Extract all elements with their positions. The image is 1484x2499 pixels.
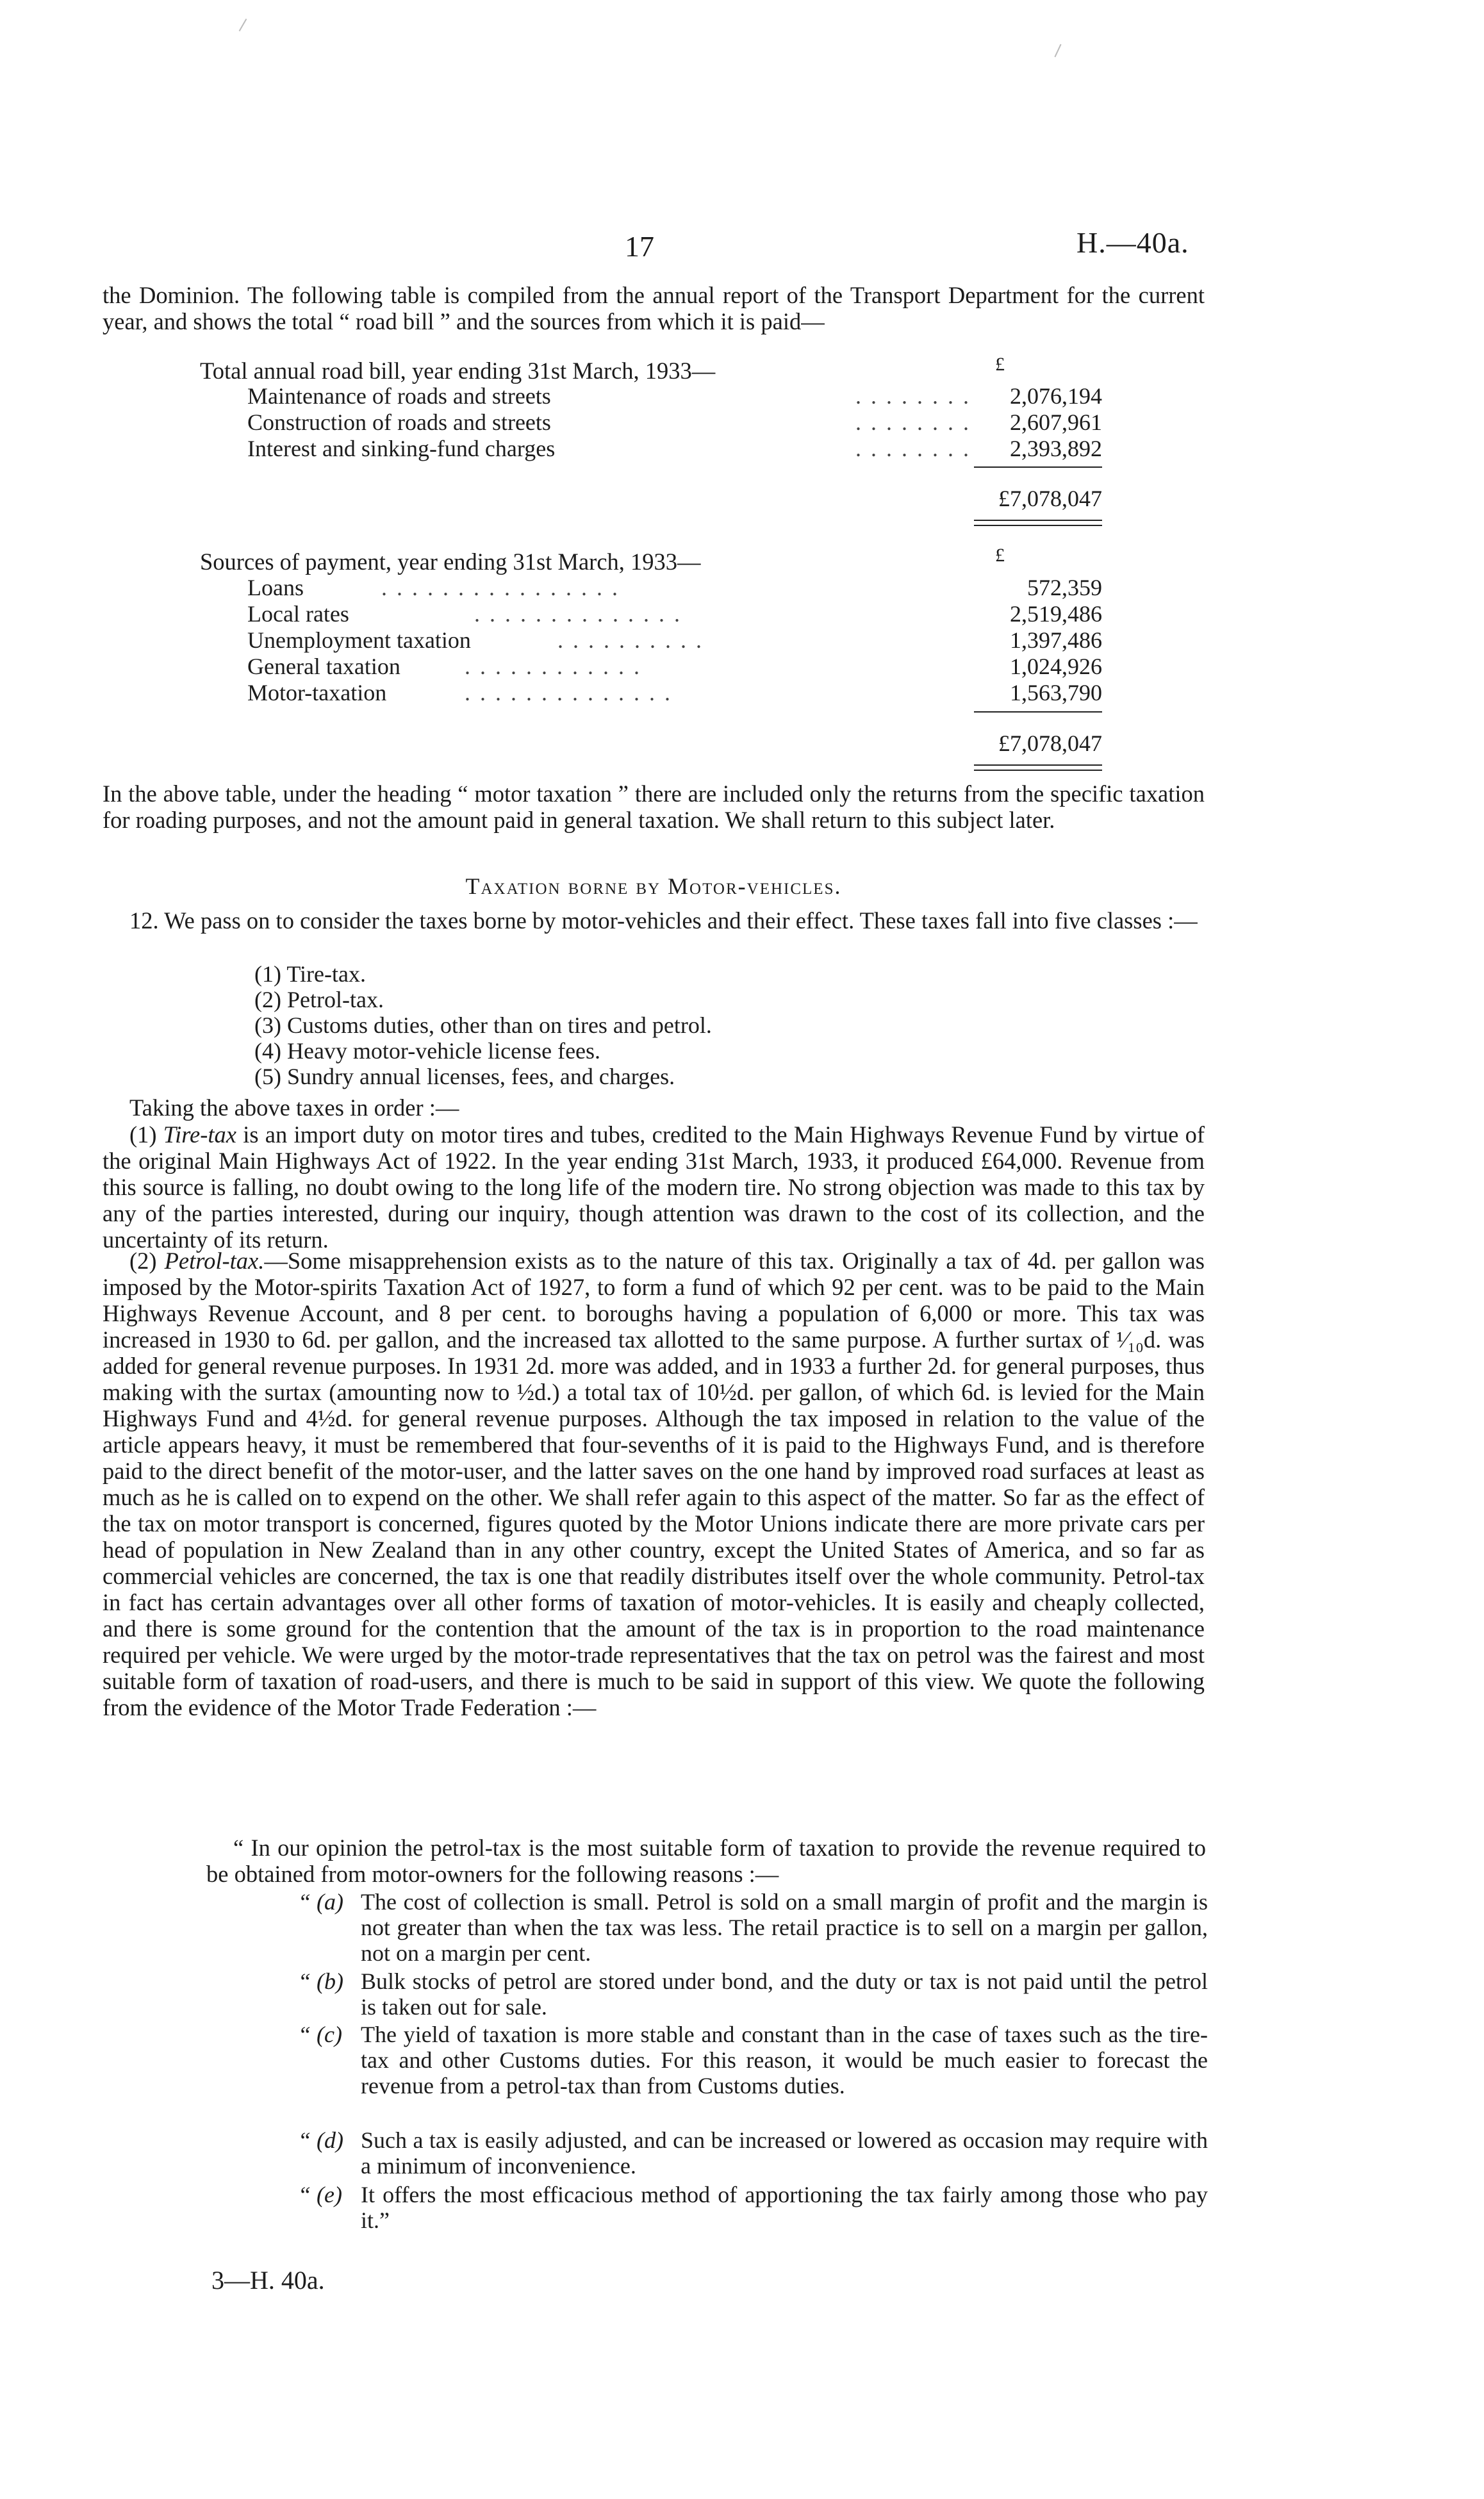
sources-title: Sources of payment, year ending 31st March, 1933—	[200, 548, 701, 575]
table-note-paragraph: In the above table, under the heading “ motor taxation ” there are included only the returns from the specific taxation for roading purposes, and not the amount paid in general taxation. We shall return to this subject later.	[103, 780, 1205, 833]
scan-mark	[1054, 44, 1061, 58]
tire-tax-number: (1)	[129, 1121, 163, 1148]
road-bill-title: Total annual road bill, year ending 31st March, 1933—	[200, 358, 716, 384]
total-double-rule	[974, 525, 1102, 526]
petrol-tax-number: (2)	[129, 1248, 165, 1274]
intro-paragraph: the Dominion. The following table is compiled from the annual report of the Transport Department for the current year, and shows the total “ road bill ” and the sources from which it is paid—	[103, 282, 1205, 334]
reason-item	[298, 2127, 1208, 2179]
row-value: 1,397,486	[1010, 627, 1102, 653]
leader-dots: . . . . . . . .	[855, 409, 971, 435]
leader-dots: . . . . . . . . . . . .	[465, 654, 641, 679]
row-value: 572,359	[1027, 575, 1102, 600]
row-label: Unemployment taxation	[247, 627, 471, 653]
row-value: 1,563,790	[1010, 680, 1102, 705]
total-double-rule	[974, 764, 1102, 766]
reason-text: The cost of collection is small. Petrol is sold on a small margin of profit and the margin is not greater than when the tax was less. The retail practice is to sell on a margin per gallon, not on a margin per cent.	[361, 1889, 1208, 1966]
leader-dots: . . . . . . . . . .	[557, 627, 704, 653]
row-value: 1,024,926	[1010, 654, 1102, 679]
row-value: 2,607,961	[1010, 409, 1102, 435]
leader-dots: . . . . . . . .	[855, 383, 971, 409]
tax-class-item: (3) Customs duties, other than on tires and petrol.	[254, 1012, 712, 1038]
total-value: £7,078,047	[998, 730, 1102, 756]
reason-label: “ (d)	[298, 2127, 343, 2153]
signature-footer: 3—H. 40a.	[211, 2266, 325, 2295]
reason-item	[298, 2022, 1208, 2099]
leader-dots: . . . . . . . .	[855, 436, 971, 461]
row-value: 2,519,486	[1010, 601, 1102, 627]
sources-currency: £	[995, 545, 1005, 566]
row-label: Maintenance of roads and streets	[247, 383, 551, 409]
reason-label: “ (b)	[298, 1968, 343, 1994]
section-heading	[103, 873, 1205, 900]
total-rule	[974, 711, 1102, 713]
leader-dots: . . . . . . . . . . . . . . . .	[381, 575, 620, 600]
total-value: £7,078,047	[998, 486, 1102, 511]
section-heading-text: Taxation borne by Motor-vehicles.	[465, 873, 842, 899]
reason-label: “ (c)	[298, 2022, 342, 2047]
page-number: 17	[625, 230, 654, 263]
reason-item	[298, 1968, 1208, 2020]
total-double-rule	[974, 770, 1102, 771]
petrol-tax-term: Petrol-tax.	[164, 1248, 265, 1274]
reason-item	[298, 1889, 1208, 1966]
reason-text: It offers the most efficacious method of apportioning the tax fairly among those who pay it.”	[361, 2182, 1208, 2233]
row-label: Construction of roads and streets	[247, 409, 551, 435]
taking-paragraph: Taking the above taxes in order :—	[129, 1094, 459, 1121]
scan-mark	[239, 19, 247, 31]
leader-dots: . . . . . . . . . . . . . .	[465, 680, 672, 705]
row-label: Motor-taxation	[247, 680, 387, 705]
tire-tax-term: Tire-tax	[163, 1121, 237, 1148]
paragraph-12: 12. We pass on to consider the taxes borne by motor-vehicles and their effect. These taxes fall into five classes :—	[129, 907, 1198, 934]
tax-class-item: (4) Heavy motor-vehicle license fees.	[254, 1038, 601, 1064]
row-label: General taxation	[247, 654, 400, 679]
reason-text: Bulk stocks of petrol are stored under bond, and the duty or tax is not paid until the petrol is taken out for sale.	[361, 1968, 1208, 2020]
total-double-rule	[974, 520, 1102, 521]
quote-intro: “ In our opinion the petrol-tax is the most suitable form of taxation to provide the revenue required to be obtained from motor-owners for the following reasons :—	[206, 1835, 1206, 1887]
tire-tax-text: is an import duty on motor tires and tubes, credited to the Main Highways Revenue Fund by virtue of the original Main Highways Act of 1922. In the year ending 31st March, 1933, it produced £64,000. Revenue from this source is falling, no doubt owing to the long life of the modern tire. No strong objection was made to this tax by any of the parties interested, during our inquiry, though attention was drawn to the cost of its collection, and the uncertainty of its return.	[103, 1121, 1205, 1253]
tire-tax-paragraph	[103, 1121, 1205, 1253]
tax-class-item: (5) Sundry annual licenses, fees, and charges.	[254, 1064, 675, 1089]
row-value: 2,393,892	[1010, 436, 1102, 461]
reason-text: Such a tax is easily adjusted, and can be increased or lowered as occasion may require with a minimum of inconvenience.	[361, 2127, 1208, 2179]
petrol-tax-paragraph	[103, 1248, 1205, 1720]
leader-dots: . . . . . . . . . . . . . .	[474, 601, 682, 627]
reason-label: “ (e)	[298, 2182, 342, 2207]
tax-class-item: (1) Tire-tax.	[254, 961, 366, 987]
row-value: 2,076,194	[1010, 383, 1102, 409]
row-label: Loans	[247, 575, 304, 600]
tax-class-item: (2) Petrol-tax.	[254, 987, 384, 1012]
reason-label: “ (a)	[298, 1889, 343, 1915]
row-label: Interest and sinking-fund charges	[247, 436, 556, 461]
petrol-tax-text: —Some misapprehension exists as to the nature of this tax. Originally a tax of 4d. per gallon was imposed by the Motor-spirits Taxation Act of 1927, to form a fund of which 92 per cent. was to be paid to the Main Highways Revenue Account, and 8 per cent. to boroughs having a population of 6,000 or more. This tax was increased in 1930 to 6d. per gallon, and the increased tax allotted to the same purpose. A further surtax of ¹⁄₁₀d. was added for general revenue purposes. In 1931 2d. more was added, and in 1933 a further 2d. for general purposes, thus making with the surtax (amounting now to ½d.) a total tax of 10½d. per gallon, of which 6d. is levied for the Main Highways Fund and 4½d. for general revenue purposes. Although the tax imposed in relation to the value of the article appears heavy, it must be remembered that four-sevenths of it is paid to the Highways Fund, and is therefore paid to the direct benefit of the motor-user, and the latter saves on the one hand by improved road surfaces at least as much as he is called on to expend on the other. We shall refer again to this aspect of the matter. So far as the effect of the tax on motor transport is concerned, figures quoted by the Motor Unions indicate there are more private cars per head of population in New Zealand than in any other country, except the United States of America, and so far as commercial vehicles are concerned, the tax is one that readily distributes itself over the whole community. Petrol-tax in fact has certain advantages over all other forms of taxation of motor-vehicles. It is easily and cheaply collected, and there is some ground for the contention that the amount of the tax is in proportion to the road maintenance required per vehicle. We were urged by the motor-trade representatives that the tax on petrol was the fairest and most suitable form of taxation of road-users, and there is much to be said in support of this view. We quote the following from the evidence of the Motor Trade Federation :—	[103, 1248, 1205, 1720]
reason-item	[298, 2182, 1208, 2233]
total-rule	[974, 466, 1102, 468]
reason-text: The yield of taxation is more stable and constant than in the case of taxes such as the tire-tax and other Customs duties. For this reason, it would be much easier to forecast the revenue from a petrol-tax than from Customs duties.	[361, 2022, 1208, 2099]
document-reference: H.—40a.	[1076, 226, 1189, 259]
road-bill-currency: £	[995, 354, 1005, 375]
row-label: Local rates	[247, 601, 349, 627]
